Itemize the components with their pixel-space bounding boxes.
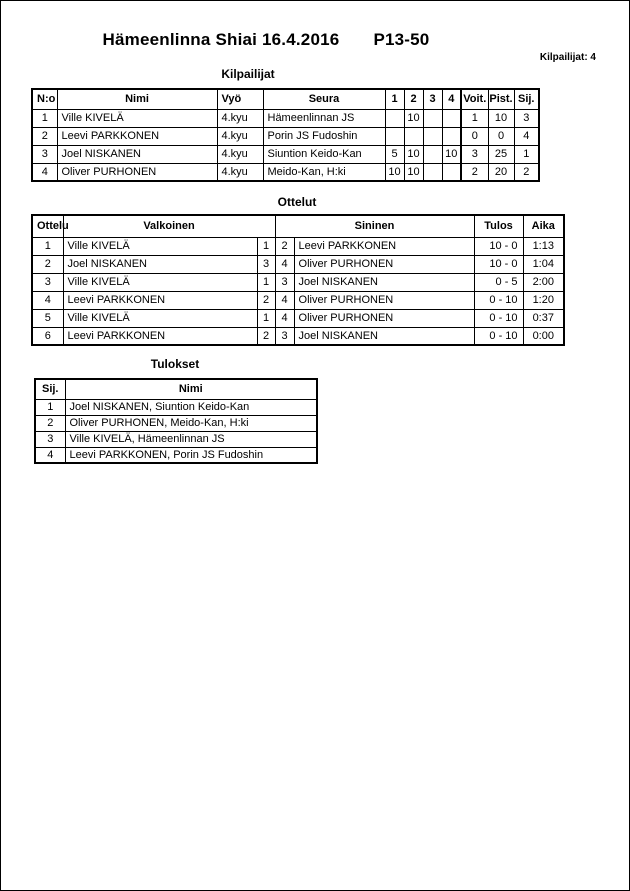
cell-vyo: 4.kyu: [217, 109, 263, 127]
cell-match-no: 2: [32, 255, 63, 273]
cell-no: 4: [32, 163, 57, 181]
cell-round-4: 10: [442, 145, 461, 163]
result-row: [35, 399, 317, 415]
cell-sininen-no: 3: [275, 327, 294, 345]
match-row: [32, 255, 564, 273]
cell-sij: 3: [35, 431, 65, 447]
result-row: [35, 431, 317, 447]
header-sij: Sij.: [514, 89, 539, 109]
cell-nimi: Ville KIVELÄ, Hämeenlinnan JS: [65, 431, 317, 447]
cell-sininen-no: 4: [275, 255, 294, 273]
cell-match-no: 5: [32, 309, 63, 327]
cell-nimi: Joel NISKANEN, Siuntion Keido-Kan: [65, 399, 317, 415]
cell-seura: Siuntion Keido-Kan: [263, 145, 385, 163]
cell-aika: 1:20: [523, 291, 564, 309]
cell-pist: 25: [488, 145, 514, 163]
cell-valkoinen-name: Ville KIVELÄ: [63, 237, 257, 255]
cell-valkoinen-name: Ville KIVELÄ: [63, 309, 257, 327]
cell-aika: 1:13: [523, 237, 564, 255]
cell-no: 2: [32, 127, 57, 145]
header-pist: Pist.: [488, 89, 514, 109]
cell-nimi: Leevi PARKKONEN, Porin JS Fudoshin: [65, 447, 317, 463]
cell-sij: 1: [514, 145, 539, 163]
cell-sininen-no: 4: [275, 309, 294, 327]
cell-sininen-name: Oliver PURHONEN: [294, 291, 474, 309]
cell-tulos: 10 - 0: [474, 255, 523, 273]
cell-vyo: 4.kyu: [217, 163, 263, 181]
cell-seura: Hämeenlinnan JS: [263, 109, 385, 127]
match-row: [32, 273, 564, 291]
cell-round-1: [385, 127, 404, 145]
result-row: [35, 415, 317, 431]
cell-seura: Meido-Kan, H:ki: [263, 163, 385, 181]
cell-nimi: Joel NISKANEN: [57, 145, 217, 163]
header-sij: Sij.: [35, 379, 65, 399]
match-row: [32, 327, 564, 345]
header-ottelu: Ottelu: [32, 215, 63, 237]
cell-pist: 20: [488, 163, 514, 181]
cell-sininen-name: Leevi PARKKONEN: [294, 237, 474, 255]
cell-sininen-no: 3: [275, 273, 294, 291]
cell-sij: 4: [35, 447, 65, 463]
event-title: Hämeenlinna Shiai 16.4.2016: [102, 30, 340, 49]
cell-tulos: 0 - 5: [474, 273, 523, 291]
match-row: [32, 237, 564, 255]
cell-vyo: 4.kyu: [217, 145, 263, 163]
header-round-4: 4: [442, 89, 461, 109]
header-seura: Seura: [263, 89, 385, 109]
cell-tulos: 0 - 10: [474, 327, 523, 345]
competitor-row: [32, 109, 539, 127]
header-round-3: 3: [423, 89, 442, 109]
cell-valkoinen-name: Joel NISKANEN: [63, 255, 257, 273]
cell-aika: 1:04: [523, 255, 564, 273]
cell-sininen-name: Oliver PURHONEN: [294, 255, 474, 273]
header-sininen: Sininen: [275, 215, 474, 237]
cell-match-no: 6: [32, 327, 63, 345]
tulokset-heading: Tulokset: [150, 357, 200, 371]
cell-sininen-no: 2: [275, 237, 294, 255]
cell-round-4: [442, 127, 461, 145]
cell-no: 1: [32, 109, 57, 127]
cell-valkoinen-no: 1: [257, 273, 275, 291]
cell-tulos: 0 - 10: [474, 309, 523, 327]
kilpailijat-heading: Kilpailijat: [221, 67, 275, 81]
cell-valkoinen-no: 1: [257, 237, 275, 255]
cell-nimi: Oliver PURHONEN, Meido-Kan, H:ki: [65, 415, 317, 431]
competitor-row: [32, 145, 539, 163]
cell-valkoinen-name: Leevi PARKKONEN: [63, 327, 257, 345]
cell-round-4: [442, 109, 461, 127]
cell-round-2: 10: [404, 145, 423, 163]
cell-tulos: 10 - 0: [474, 237, 523, 255]
header-no: N:o: [32, 89, 57, 109]
header-nimi: Nimi: [65, 379, 317, 399]
page-title: [1, 30, 531, 50]
competitor-row: [32, 163, 539, 181]
cell-match-no: 1: [32, 237, 63, 255]
cell-sininen-name: Oliver PURHONEN: [294, 309, 474, 327]
header-vyo: Vyö: [217, 89, 263, 109]
cell-valkoinen-no: 3: [257, 255, 275, 273]
cell-round-3: [423, 145, 442, 163]
result-row: [35, 447, 317, 463]
kilpailijat-table: [31, 88, 540, 182]
ottelut-header-row: [32, 215, 564, 237]
cell-nimi: Ville KIVELÄ: [57, 109, 217, 127]
cell-sininen-name: Joel NISKANEN: [294, 327, 474, 345]
cell-voit: 2: [461, 163, 488, 181]
tulokset-table: [34, 378, 318, 464]
cell-pist: 10: [488, 109, 514, 127]
cell-round-3: [423, 127, 442, 145]
cell-round-2: [404, 127, 423, 145]
cell-round-1: 5: [385, 145, 404, 163]
cell-round-4: [442, 163, 461, 181]
cell-sij: 2: [514, 163, 539, 181]
match-row: [32, 291, 564, 309]
cell-tulos: 0 - 10: [474, 291, 523, 309]
header-valkoinen: Valkoinen: [63, 215, 275, 237]
cell-round-3: [423, 109, 442, 127]
cell-sij: 2: [35, 415, 65, 431]
competitor-row: [32, 127, 539, 145]
cell-pist: 0: [488, 127, 514, 145]
cell-vyo: 4.kyu: [217, 127, 263, 145]
category-label: P13-50: [373, 30, 430, 49]
cell-valkoinen-no: 1: [257, 309, 275, 327]
cell-valkoinen-name: Leevi PARKKONEN: [63, 291, 257, 309]
header-voit: Voit.: [461, 89, 488, 109]
cell-sininen-no: 4: [275, 291, 294, 309]
cell-aika: 0:00: [523, 327, 564, 345]
header-round-1: 1: [385, 89, 404, 109]
cell-round-2: 10: [404, 163, 423, 181]
cell-aika: 2:00: [523, 273, 564, 291]
competitors-count: Kilpailijat: 4: [539, 52, 596, 63]
match-row: [32, 309, 564, 327]
header-aika: Aika: [523, 215, 564, 237]
cell-match-no: 4: [32, 291, 63, 309]
cell-voit: 3: [461, 145, 488, 163]
cell-round-3: [423, 163, 442, 181]
cell-no: 3: [32, 145, 57, 163]
cell-round-1: [385, 109, 404, 127]
cell-nimi: Oliver PURHONEN: [57, 163, 217, 181]
cell-valkoinen-no: 2: [257, 327, 275, 345]
cell-sij: 3: [514, 109, 539, 127]
ottelut-heading: Ottelut: [277, 195, 317, 209]
ottelut-table: [31, 214, 565, 346]
cell-sij: 1: [35, 399, 65, 415]
header-nimi: Nimi: [57, 89, 217, 109]
header-round-2: 2: [404, 89, 423, 109]
cell-seura: Porin JS Fudoshin: [263, 127, 385, 145]
cell-valkoinen-no: 2: [257, 291, 275, 309]
cell-sininen-name: Joel NISKANEN: [294, 273, 474, 291]
cell-round-2: 10: [404, 109, 423, 127]
cell-round-1: 10: [385, 163, 404, 181]
cell-match-no: 3: [32, 273, 63, 291]
cell-aika: 0:37: [523, 309, 564, 327]
cell-voit: 0: [461, 127, 488, 145]
cell-valkoinen-name: Ville KIVELÄ: [63, 273, 257, 291]
cell-nimi: Leevi PARKKONEN: [57, 127, 217, 145]
kilpailijat-header-row: [32, 89, 539, 109]
tulokset-header-row: [35, 379, 317, 399]
cell-sij: 4: [514, 127, 539, 145]
header-tulos: Tulos: [474, 215, 523, 237]
cell-voit: 1: [461, 109, 488, 127]
